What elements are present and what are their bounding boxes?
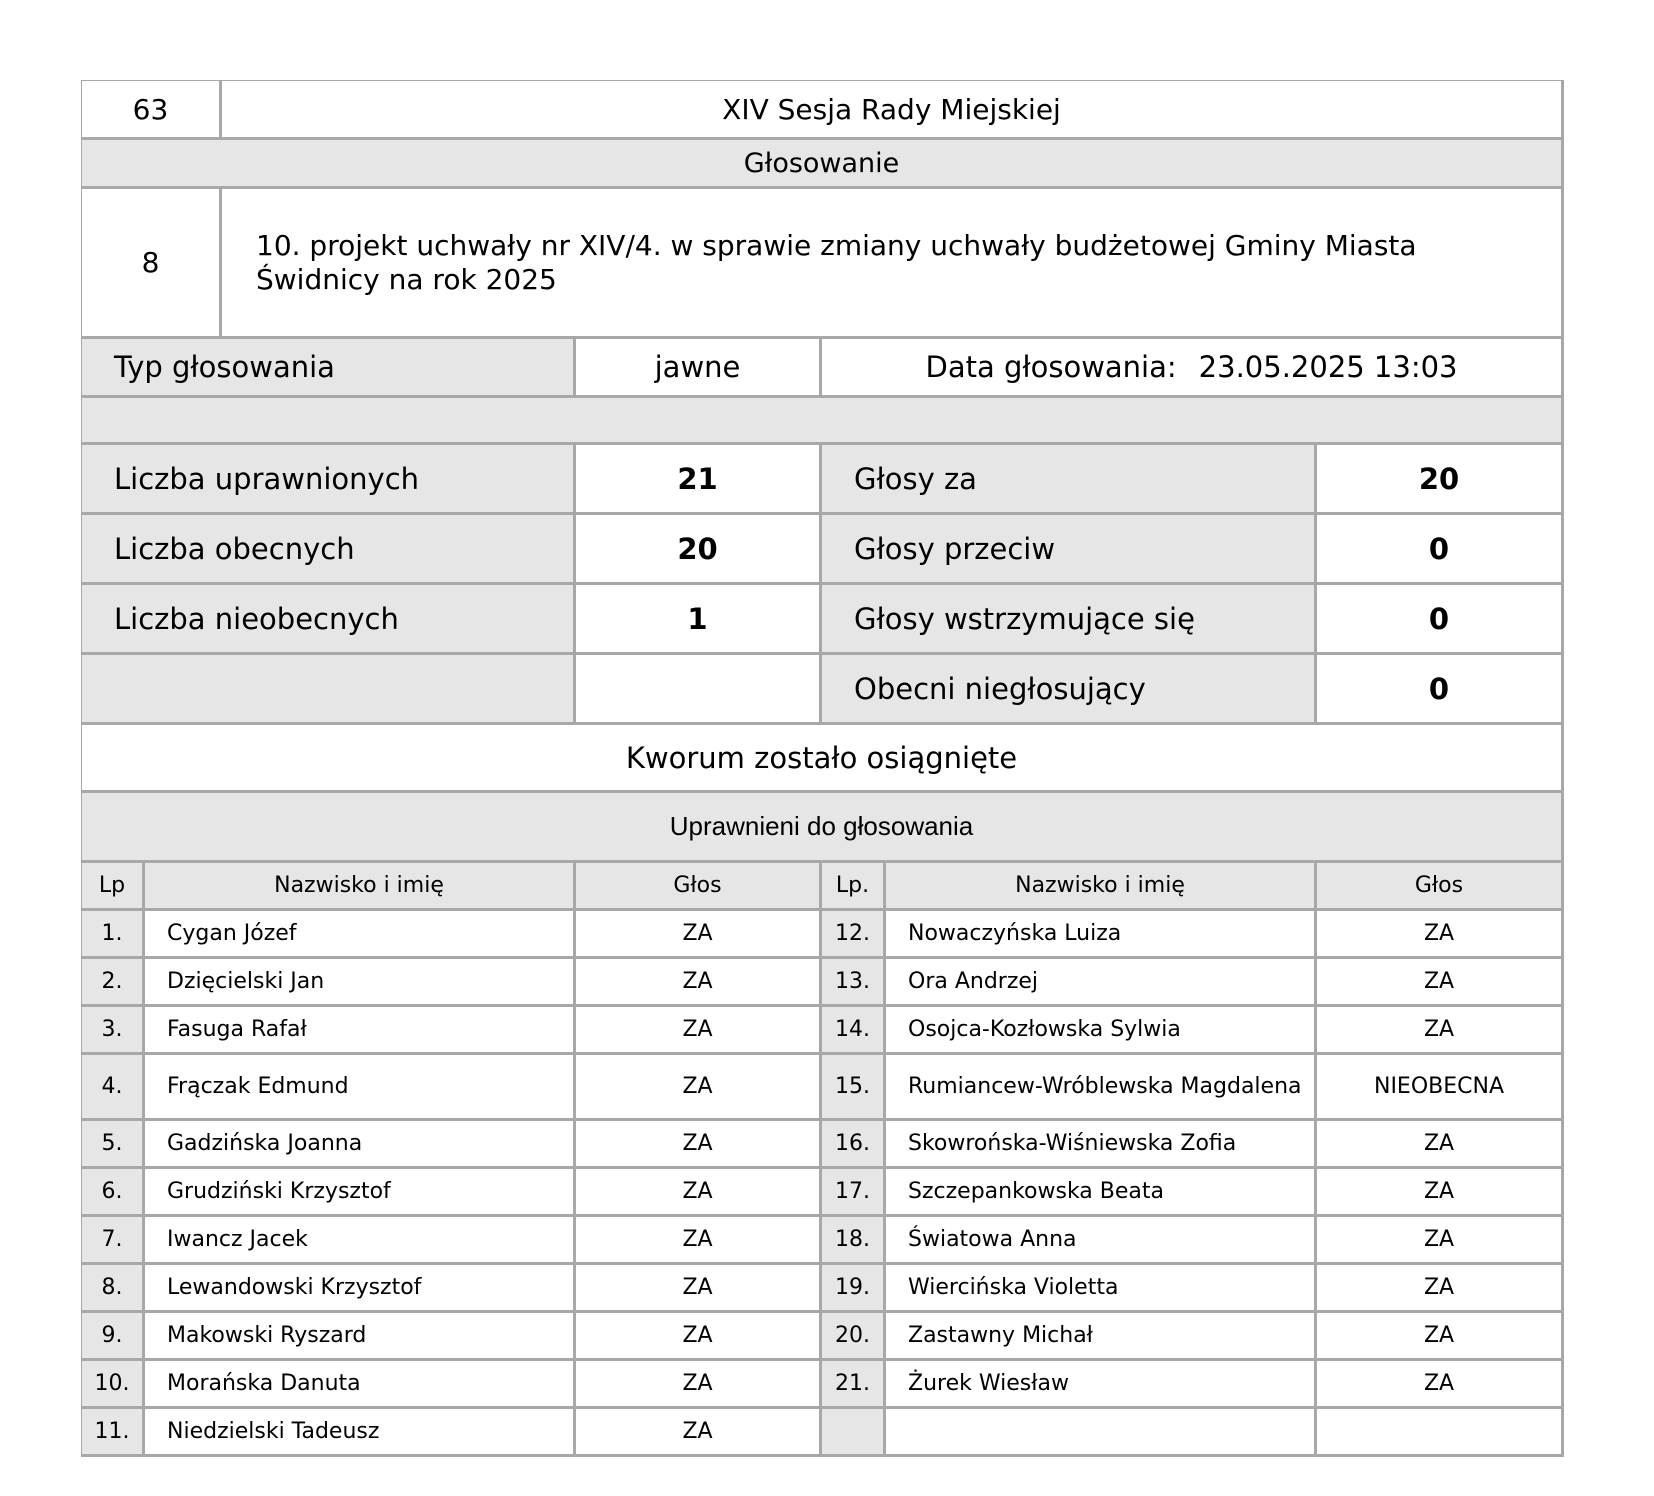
header-lp-left: Lp	[82, 863, 145, 911]
voter-lp: 13.	[822, 959, 886, 1007]
table-row	[82, 1169, 1564, 1217]
voter-name: Frączak Edmund	[145, 1055, 576, 1121]
voter-name: Osojca-Kozłowska Sylwia	[886, 1007, 1317, 1055]
stat-label: Liczba uprawnionych	[82, 445, 576, 515]
voter-lp: 21.	[822, 1361, 886, 1409]
stats-row	[82, 445, 1564, 515]
vote-date	[822, 339, 1564, 398]
voter-name: Grudziński Krzysztof	[145, 1169, 576, 1217]
voter-lp: 19.	[822, 1265, 886, 1313]
voter-lp: 2.	[82, 959, 145, 1007]
voter-lp: 4.	[82, 1055, 145, 1121]
vote-count-label: Głosy przeciw	[822, 515, 1317, 585]
voter-vote: ZA	[1317, 959, 1564, 1007]
voter-lp: 1.	[82, 911, 145, 959]
quorum-text: Kworum zostało osiągnięte	[82, 725, 1564, 793]
stat-value	[576, 655, 822, 725]
table-row	[82, 1265, 1564, 1313]
stat-label: Liczba nieobecnych	[82, 585, 576, 655]
voter-lp: 3.	[82, 1007, 145, 1055]
session-row	[82, 81, 1564, 140]
eligible-title-row	[82, 793, 1564, 863]
voter-vote: ZA	[1317, 1007, 1564, 1055]
table-header-row	[82, 863, 1564, 911]
header-name-left: Nazwisko i imię	[145, 863, 576, 911]
stat-value: 1	[576, 585, 822, 655]
voter-name: Iwancz Jacek	[145, 1217, 576, 1265]
voter-name: Gadzińska Joanna	[145, 1121, 576, 1169]
section-title-row	[82, 140, 1564, 189]
voter-vote: ZA	[576, 1409, 822, 1457]
voter-vote: ZA	[1317, 1361, 1564, 1409]
header-vote-left: Głos	[576, 863, 822, 911]
voter-vote: ZA	[576, 1217, 822, 1265]
voter-vote	[1317, 1409, 1564, 1457]
voter-vote: ZA	[576, 1007, 822, 1055]
voter-lp	[822, 1409, 886, 1457]
voter-name: Światowa Anna	[886, 1217, 1317, 1265]
stats-row	[82, 515, 1564, 585]
voter-vote: ZA	[576, 959, 822, 1007]
voting-record-sheet	[81, 80, 1564, 1457]
voter-lp: 15.	[822, 1055, 886, 1121]
agenda-item-text: 10. projekt uchwały nr XIV/4. w sprawie zmiany uchwały budżetowej Gminy Miasta Świdnicy na rok 2025	[222, 189, 1564, 339]
vote-date-value: 23.05.2025 13:03	[1198, 350, 1458, 384]
voter-lp: 6.	[82, 1169, 145, 1217]
voter-name: Skowrońska-Wiśniewska Zofia	[886, 1121, 1317, 1169]
voter-lp: 5.	[82, 1121, 145, 1169]
voter-name: Wiercińska Violetta	[886, 1265, 1317, 1313]
table-row	[82, 1007, 1564, 1055]
voter-name: Fasuga Rafał	[145, 1007, 576, 1055]
voter-lp: 12.	[822, 911, 886, 959]
voter-lp: 8.	[82, 1265, 145, 1313]
voter-lp: 11.	[82, 1409, 145, 1457]
vote-count-value: 0	[1317, 515, 1564, 585]
vote-count-value: 0	[1317, 585, 1564, 655]
voter-name: Dzięcielski Jan	[145, 959, 576, 1007]
spacer-row	[82, 398, 1564, 445]
stat-value: 21	[576, 445, 822, 515]
voter-vote: ZA	[1317, 1169, 1564, 1217]
vote-count-label: Obecni niegłosujący	[822, 655, 1317, 725]
table-row	[82, 1409, 1564, 1457]
stats-row	[82, 655, 1564, 725]
voter-name: Lewandowski Krzysztof	[145, 1265, 576, 1313]
voter-name: Cygan Józef	[145, 911, 576, 959]
voter-vote: ZA	[576, 1361, 822, 1409]
voter-name: Morańska Danuta	[145, 1361, 576, 1409]
voter-vote: ZA	[1317, 1265, 1564, 1313]
voter-vote: ZA	[576, 1169, 822, 1217]
vote-count-value: 20	[1317, 445, 1564, 515]
table-row	[82, 1121, 1564, 1169]
header-name-right: Nazwisko i imię	[886, 863, 1317, 911]
stat-value: 20	[576, 515, 822, 585]
vote-count-label: Głosy wstrzymujące się	[822, 585, 1317, 655]
vote-type-row	[82, 339, 1564, 398]
vote-count-value: 0	[1317, 655, 1564, 725]
voter-name: Ora Andrzej	[886, 959, 1317, 1007]
table-row	[82, 1313, 1564, 1361]
agenda-item-number: 8	[82, 189, 222, 339]
voter-vote: ZA	[576, 1121, 822, 1169]
voter-name: Makowski Ryszard	[145, 1313, 576, 1361]
voter-name: Niedzielski Tadeusz	[145, 1409, 576, 1457]
stats-row	[82, 585, 1564, 655]
voter-name: Zastawny Michał	[886, 1313, 1317, 1361]
quorum-row	[82, 725, 1564, 793]
vote-date-label: Data głosowania:	[925, 350, 1177, 384]
voter-vote: ZA	[1317, 1313, 1564, 1361]
session-number: 63	[82, 81, 222, 140]
voter-lp: 20.	[822, 1313, 886, 1361]
voter-vote: NIEOBECNA	[1317, 1055, 1564, 1121]
voter-vote: ZA	[1317, 1217, 1564, 1265]
voter-name: Żurek Wiesław	[886, 1361, 1317, 1409]
voters-table-body	[82, 911, 1564, 1457]
table-row	[82, 1055, 1564, 1121]
spacer-cell	[82, 398, 1564, 445]
section-title: Głosowanie	[82, 140, 1564, 189]
voter-lp: 17.	[822, 1169, 886, 1217]
session-title: XIV Sesja Rady Miejskiej	[222, 81, 1564, 140]
voter-vote: ZA	[576, 911, 822, 959]
table-row	[82, 959, 1564, 1007]
stat-label: Liczba obecnych	[82, 515, 576, 585]
voter-vote: ZA	[1317, 1121, 1564, 1169]
table-row	[82, 1217, 1564, 1265]
header-lp-right: Lp.	[822, 863, 886, 911]
voter-lp: 9.	[82, 1313, 145, 1361]
agenda-item-row	[82, 189, 1564, 339]
vote-type-value: jawne	[576, 339, 822, 398]
voter-vote: ZA	[576, 1265, 822, 1313]
voter-lp: 18.	[822, 1217, 886, 1265]
table-row	[82, 911, 1564, 959]
stat-label	[82, 655, 576, 725]
voter-lp: 16.	[822, 1121, 886, 1169]
header-vote-right: Głos	[1317, 863, 1564, 911]
vote-count-label: Głosy za	[822, 445, 1317, 515]
table-row	[82, 1361, 1564, 1409]
stats-block	[82, 445, 1564, 725]
voter-name	[886, 1409, 1317, 1457]
vote-type-label: Typ głosowania	[82, 339, 576, 398]
voter-name: Nowaczyńska Luiza	[886, 911, 1317, 959]
voter-name: Rumiancew-Wróblewska Magdalena	[886, 1055, 1317, 1121]
voter-vote: ZA	[576, 1313, 822, 1361]
voter-name: Szczepankowska Beata	[886, 1169, 1317, 1217]
voter-lp: 14.	[822, 1007, 886, 1055]
voter-vote: ZA	[1317, 911, 1564, 959]
voter-lp: 10.	[82, 1361, 145, 1409]
eligible-title: Uprawnieni do głosowania	[82, 793, 1564, 863]
voter-lp: 7.	[82, 1217, 145, 1265]
voter-vote: ZA	[576, 1055, 822, 1121]
